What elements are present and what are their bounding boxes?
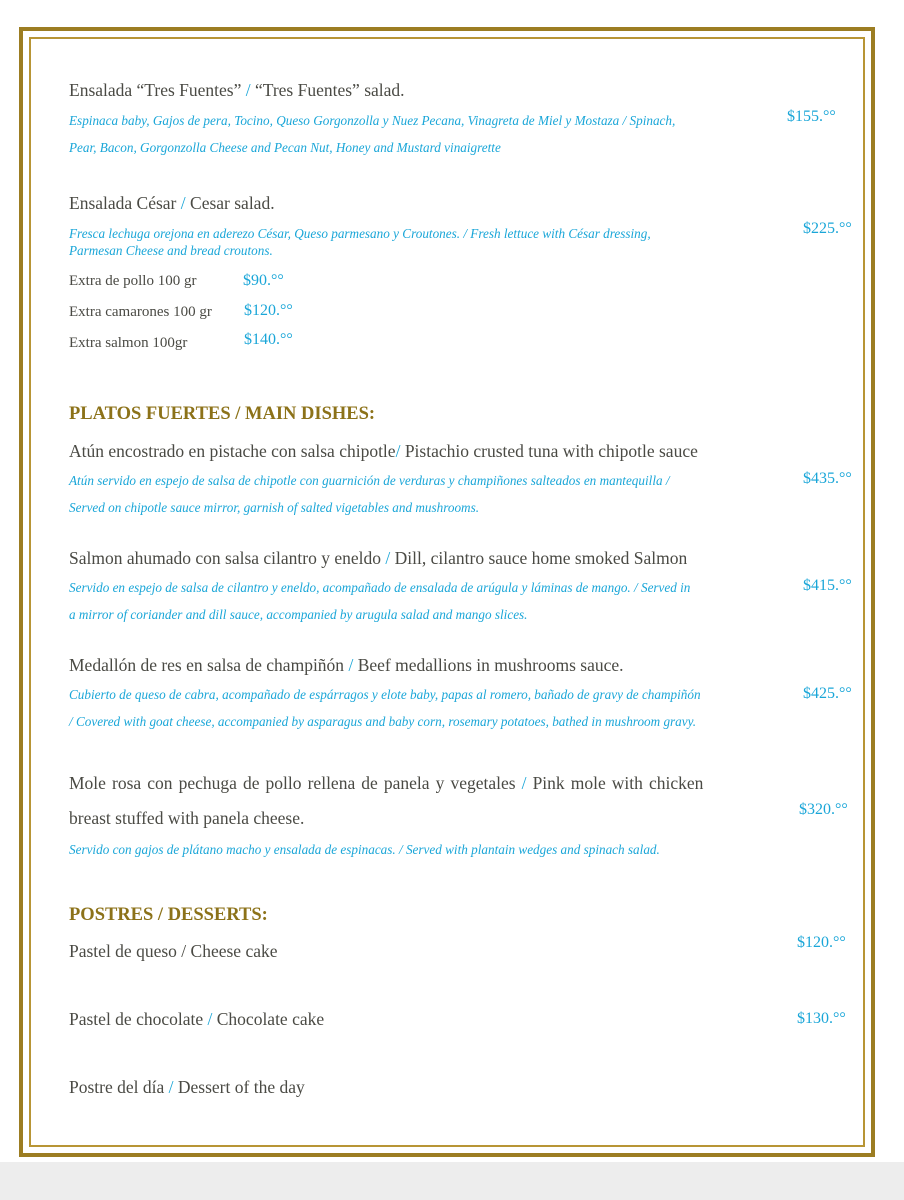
tres-fuentes-price: $155.°° <box>787 108 836 125</box>
dessert-of-day-title: Postre del día / Dessert of the day <box>69 1077 305 1097</box>
title-es: Postre del día <box>69 1077 165 1097</box>
mole-title-line1: Mole rosa con pechuga de pollo rellena de panela y vegetales / Pink mole with chicken <box>69 773 704 793</box>
main-dishes-heading: PLATOS FUERTES / MAIN DISHES: <box>69 404 376 424</box>
title-es: Pastel de chocolate <box>69 1009 204 1029</box>
extra-camarones-label: Extra camarones 100 gr <box>69 304 212 320</box>
tuna-title: Atún encostrado en pistache con salsa chipotle/ Pistachio crusted tuna with chipotle sauce <box>69 441 698 461</box>
salmon-desc-line1: Servido en espejo de salsa de cilantro y eneldo, acompañado de ensalada de arúgula y láminas de mango. / Served in <box>69 580 691 595</box>
title-en: Chocolate cake <box>216 1009 325 1029</box>
tres-fuentes-desc-line1: Espinaca baby, Gajos de pera, Tocino, Queso Gorgonzolla y Nuez Pecana, Vinagreta de Miel y Mostaza / Spinach, <box>69 113 676 128</box>
medallion-desc-line1: Cubierto de queso de cabra, acompañado de espárragos y elote baby, papas al romero, bañado de gravy de champiñón <box>69 687 701 702</box>
title-en: Cheese cake <box>190 941 278 961</box>
extra-pollo-price: $90.°° <box>243 272 284 289</box>
title-es: Mole rosa con pechuga de pollo rellena de panela y vegetales <box>69 773 516 793</box>
cesar-desc-line2: Parmesan Cheese and bread croutons. <box>69 243 273 258</box>
title-en-part1: Pink mole with chicken <box>532 773 704 793</box>
title-es: Atún encostrado en pistache con salsa chipotle <box>69 441 396 461</box>
medallion-title: Medallón de res en salsa de champiñón / Beef medallions in mushrooms sauce. <box>69 655 624 675</box>
title-es: Medallón de res en salsa de champiñón <box>69 655 345 675</box>
title-es: Salmon ahumado con salsa cilantro y eneldo <box>69 548 382 568</box>
tres-fuentes-title: Ensalada “Tres Fuentes” / “Tres Fuentes” salad. <box>69 80 405 100</box>
medallion-price: $425.°° <box>803 685 852 702</box>
cesar-price: $225.°° <box>803 220 852 237</box>
chocolate-cake-title: Pastel de chocolate / Chocolate cake <box>69 1009 325 1029</box>
page-bottom-strip <box>0 1162 904 1200</box>
title-en: Dill, cilantro sauce home smoked Salmon <box>394 548 688 568</box>
medallion-desc-line2: / Covered with goat cheese, accompanied by asparagus and baby corn, rosemary potatoes, bathed in mushroom gravy. <box>69 714 697 729</box>
title-en: Beef medallions in mushrooms sauce. <box>357 655 624 675</box>
title-es: Ensalada “Tres Fuentes” <box>69 80 242 100</box>
extra-pollo-label: Extra de pollo 100 gr <box>69 273 197 289</box>
title-en: “Tres Fuentes” salad. <box>255 80 405 100</box>
tuna-desc-line1: Atún servido en espejo de salsa de chipotle con guarnición de verduras y champiñones salteados en mantequilla / <box>69 473 670 488</box>
salmon-price: $415.°° <box>803 577 852 594</box>
title-es: Ensalada César <box>69 193 177 213</box>
mole-title-line2: breast stuffed with panela cheese. <box>69 808 305 828</box>
mole-desc-line1: Servido con gajos de plátano macho y ensalada de espinacas. / Served with plantain wedges and spinach salad. <box>69 842 660 857</box>
title-es: Pastel de queso <box>69 941 177 961</box>
extra-salmon-price: $140.°° <box>244 331 293 348</box>
cesar-desc-line1: Fresca lechuga orejona en aderezo César, Queso parmesano y Croutones. / Fresh lettuce with César dressing, <box>69 226 651 241</box>
mole-price: $320.°° <box>799 801 848 818</box>
title-en: Cesar salad. <box>190 193 275 213</box>
salmon-desc-line2: a mirror of coriander and dill sauce, accompanied by arugula salad and mango slices. <box>69 607 528 622</box>
extra-salmon-label: Extra salmon 100gr <box>69 335 188 351</box>
tres-fuentes-desc-line2: Pear, Bacon, Gorgonzolla Cheese and Pecan Nut, Honey and Mustard vinaigrette <box>69 140 501 155</box>
cheesecake-title: Pastel de queso / Cheese cake <box>69 941 278 961</box>
title-en: Dessert of the day <box>177 1077 305 1097</box>
tuna-price: $435.°° <box>803 470 852 487</box>
extra-camarones-price: $120.°° <box>244 302 293 319</box>
tuna-desc-line2: Served on chipotle sauce mirror, garnish of salted vigetables and mushrooms. <box>69 500 479 515</box>
cesar-title: Ensalada César / Cesar salad. <box>69 193 275 213</box>
salmon-title: Salmon ahumado con salsa cilantro y eneldo / Dill, cilantro sauce home smoked Salmon <box>69 548 688 568</box>
chocolate-cake-price: $130.°° <box>797 1010 846 1027</box>
desserts-heading: POSTRES / DESSERTS: <box>69 905 268 925</box>
title-en: Pistachio crusted tuna with chipotle sauce <box>404 441 698 461</box>
cheesecake-price: $120.°° <box>797 934 846 951</box>
